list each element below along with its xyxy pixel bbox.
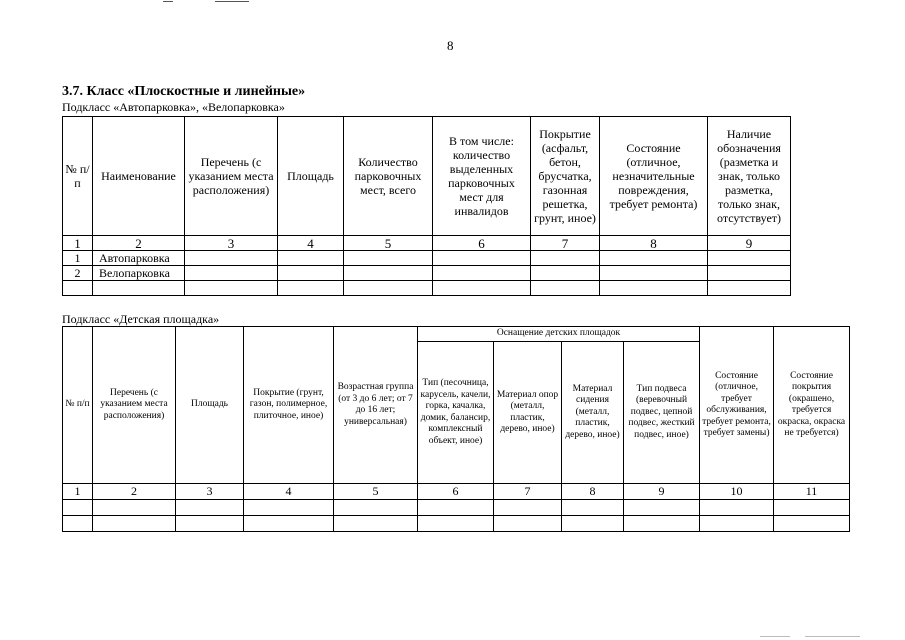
empty-cell [531, 251, 600, 266]
empty-cell [344, 266, 433, 281]
parking-table [62, 116, 791, 296]
header-cell: Состояние покрытия (окрашено, требуется окраска, окраска не требуется) [774, 327, 850, 484]
empty-cell [63, 500, 93, 516]
table-row [63, 281, 791, 296]
empty-cell [344, 251, 433, 266]
column-number: 7 [494, 484, 562, 500]
empty-cell [63, 281, 93, 296]
empty-cell [700, 500, 774, 516]
empty-cell [600, 251, 708, 266]
column-number: 1 [63, 484, 93, 500]
column-number: 3 [185, 236, 278, 251]
column-number: 6 [433, 236, 531, 251]
header-cell: Количество парковочных мест, всего [344, 117, 433, 236]
empty-cell [531, 281, 600, 296]
header-cell: В том числе: количество выделенных парковочных мест для инвалидов [433, 117, 531, 236]
empty-cell [562, 500, 624, 516]
row-name: Автопарковка [93, 251, 185, 266]
empty-cell [278, 251, 344, 266]
header-cell: Возрастная группа (от 3 до 6 лет; от 7 до 16 лет; универсальная) [334, 327, 418, 484]
scan-artifact-line [215, 1, 249, 2]
header-cell: № п/п [63, 327, 93, 484]
group-header-row [63, 327, 850, 342]
column-number: 1 [63, 236, 93, 251]
column-number: 3 [176, 484, 244, 500]
empty-cell [494, 500, 562, 516]
column-number: 8 [600, 236, 708, 251]
column-number: 9 [708, 236, 791, 251]
empty-cell [334, 516, 418, 532]
empty-cell [494, 516, 562, 532]
empty-cell [774, 516, 850, 532]
header-cell: Перечень (с указанием места расположения) [185, 117, 278, 236]
header-cell: Наличие обозначения (разметка и знак, только разметка, только знак, отсутствует) [708, 117, 791, 236]
empty-cell [708, 251, 791, 266]
empty-cell [418, 516, 494, 532]
scan-artifact-line [805, 636, 860, 637]
header-cell: Состояние (отличное, требует обслуживания, требует ремонта, требует замены) [700, 327, 774, 484]
column-number-row [63, 236, 791, 251]
table-row [63, 266, 791, 281]
empty-cell [63, 516, 93, 532]
empty-cell [433, 281, 531, 296]
empty-cell [600, 281, 708, 296]
column-number: 4 [244, 484, 334, 500]
header-cell: Площадь [278, 117, 344, 236]
empty-cell [562, 516, 624, 532]
empty-cell [600, 266, 708, 281]
column-number: 2 [93, 236, 185, 251]
column-number: 9 [624, 484, 700, 500]
empty-cell [185, 251, 278, 266]
empty-cell [624, 516, 700, 532]
empty-cell [278, 281, 344, 296]
header-cell: Покрытие (грунт, газон, полимерное, плиточное, иное) [244, 327, 334, 484]
table-row [63, 500, 850, 516]
column-number: 5 [344, 236, 433, 251]
header-cell: Материал опор (металл, пластик, дерево, иное) [494, 342, 562, 484]
header-cell: Тип (песочница, карусель, качели, горка, качалка, домик, балансир, комплексный объект, иное) [418, 342, 494, 484]
empty-cell [185, 266, 278, 281]
empty-cell [244, 516, 334, 532]
empty-cell [93, 281, 185, 296]
column-number: 11 [774, 484, 850, 500]
table-row [63, 251, 791, 266]
empty-cell [433, 266, 531, 281]
subclass-playground-label: Подкласс «Детская площадка» [62, 312, 220, 326]
header-cell: Тип подвеса (веревочный подвес, цепной подвес, жесткий подвес, иное) [624, 342, 700, 484]
header-row [63, 117, 791, 236]
empty-cell [185, 281, 278, 296]
header-cell: Наименование [93, 117, 185, 236]
scan-artifact-line [163, 1, 173, 2]
playground-table [62, 326, 850, 532]
empty-cell [334, 500, 418, 516]
row-number: 2 [63, 266, 93, 281]
empty-cell [93, 516, 176, 532]
header-cell: Перечень (с указанием места расположения) [93, 327, 176, 484]
column-number: 2 [93, 484, 176, 500]
column-number: 8 [562, 484, 624, 500]
empty-cell [176, 500, 244, 516]
header-cell: Состояние (отличное, незначительные повреждения, требует ремонта) [600, 117, 708, 236]
table-row [63, 516, 850, 532]
column-number: 5 [334, 484, 418, 500]
header-cell: Покрытие (асфальт, бетон, брусчатка, газонная решетка, грунт, иное) [531, 117, 600, 236]
empty-cell [344, 281, 433, 296]
header-cell: Площадь [176, 327, 244, 484]
empty-cell [700, 516, 774, 532]
column-number: 10 [700, 484, 774, 500]
empty-cell [278, 266, 344, 281]
header-cell: № п/п [63, 117, 93, 236]
empty-cell [708, 266, 791, 281]
header-cell: Материал сидения (металл, пластик, дерево, иное) [562, 342, 624, 484]
empty-cell [93, 500, 176, 516]
empty-cell [708, 281, 791, 296]
group-header: Оснащение детских площадок [418, 327, 700, 342]
column-number: 4 [278, 236, 344, 251]
row-name: Велопарковка [93, 266, 185, 281]
empty-cell [433, 251, 531, 266]
column-number-row [63, 484, 850, 500]
empty-cell [418, 500, 494, 516]
scan-artifact-line [760, 636, 790, 637]
subclass-parking-label: Подкласс «Автопарковка», «Велопарковка» [62, 100, 285, 114]
empty-cell [176, 516, 244, 532]
row-number: 1 [63, 251, 93, 266]
empty-cell [531, 266, 600, 281]
empty-cell [774, 500, 850, 516]
column-number: 7 [531, 236, 600, 251]
section-title: 3.7. Класс «Плоскостные и линейные» [62, 84, 306, 99]
page-number: 8 [447, 38, 454, 53]
empty-cell [244, 500, 334, 516]
empty-cell [624, 500, 700, 516]
column-number: 6 [418, 484, 494, 500]
